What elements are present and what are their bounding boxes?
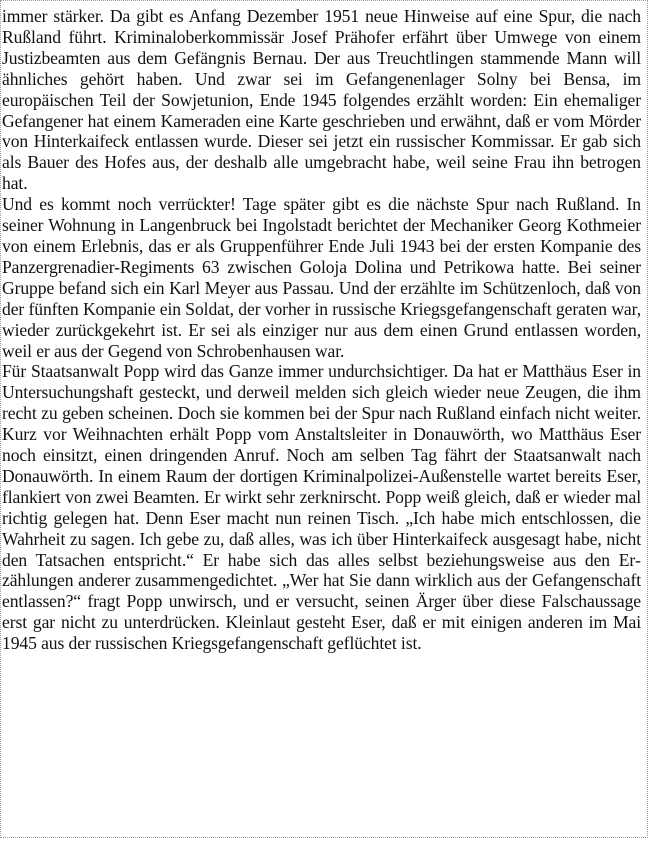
paragraph-2: Und es kommt noch verrückter! Tage später gibt es die nächste Spur nach Rußland. In seiner Wohnung in Langenbruck bei Ingolstadt berichtet der Mechaniker Georg Kothmeier von einem Erlebnis, das er als Gruppenführer Ende Juli 1943 bei der ersten Kompanie des Panzergrenadier-Regiments 63 zwischen Goloja Dolina und Petrikowa hatte. Bei seiner Gruppe befand sich ein Karl Meyer aus Passau. Und der erzählte im Schützenloch, daß von der fünften Kompanie ein Soldat, der vorher in russische Kriegsgefangenschaft geraten war, wieder zurückgekehrt ist. Er sei als einziger nur aus dem einen Grund entlassen worden, weil er aus der Gegend von Schrobenhausen war.: [2, 194, 641, 361]
body-text: [2, 6, 641, 654]
paragraph-1: immer stärker. Da gibt es Anfang Dezember 1951 neue Hinweise auf eine Spur, die nach Rußland führt. Kriminaloberkommissär Josef Prähofer erfährt über Umwege von einem Justizbeamten aus dem Gefängnis Bernau. Der aus Treuchtlingen stammende Mann will ähnliches gehört haben. Und zwar sei im Gefangenenlager Solny bei Bensa, im europäischen Teil der Sowjetunion, Ende 1945 folgendes erzählt worden: Ein ehemaliger Gefangener hat einem Kameraden eine Karte geschrieben und erwähnt, daß er vom Mörder von Hinterkaifeck entlassen wurde. Dieser sei jetzt ein russischer Kommissar. Er gab sich als Bauer des Hofes aus, der deshalb alle umgebracht habe, weil seine Frau ihn betrogen hat.: [2, 6, 641, 194]
paragraph-3: Für Staatsanwalt Popp wird das Ganze immer undurchsichtiger. Da hat er Matthäus Eser in Untersuchungshaft gesteckt, und derweil melden sich gleich wieder neue Zeugen, die ihm recht zu geben scheinen. Doch sie kommen bei der Spur nach Rußland einfach nicht weiter. Kurz vor Weihnachten erhält Popp vom Anstaltsleiter in Donauwörth, wo Matthäus Eser noch einsitzt, einen dringenden Anruf. Noch am selben Tag fährt der Staatsanwalt nach Donauwörth. In einem Raum der dortigen Kriminalpolizei-Außenstelle wartet bereits Eser, flankiert von zwei Beamten. Er wirkt sehr zerknirscht. Popp weiß gleich, daß er wieder mal richtig gelegen hat. Denn Eser macht nun reinen Tisch. „Ich habe mich entschlossen, die Wahrheit zu sagen. Ich gebe zu, daß alles, was ich über Hinterkaifeck ausgesagt habe, nicht den Tatsachen entspricht.“ Er habe sich das alles selbst beziehungsweise aus den Erzählungen anderer zusammengedichtet. „Wer hat Sie dann wirklich aus der Gefangenschaft entlassen?“ fragt Popp unwirsch, und er versucht, seinen Ärger über diese Falschaussage erst gar nicht zu unterdrücken. Kleinlaut gesteht Eser, daß er mit einigen anderen im Mai 1945 aus der russischen Kriegsgefangenschaft geflüchtet ist.: [2, 361, 641, 654]
